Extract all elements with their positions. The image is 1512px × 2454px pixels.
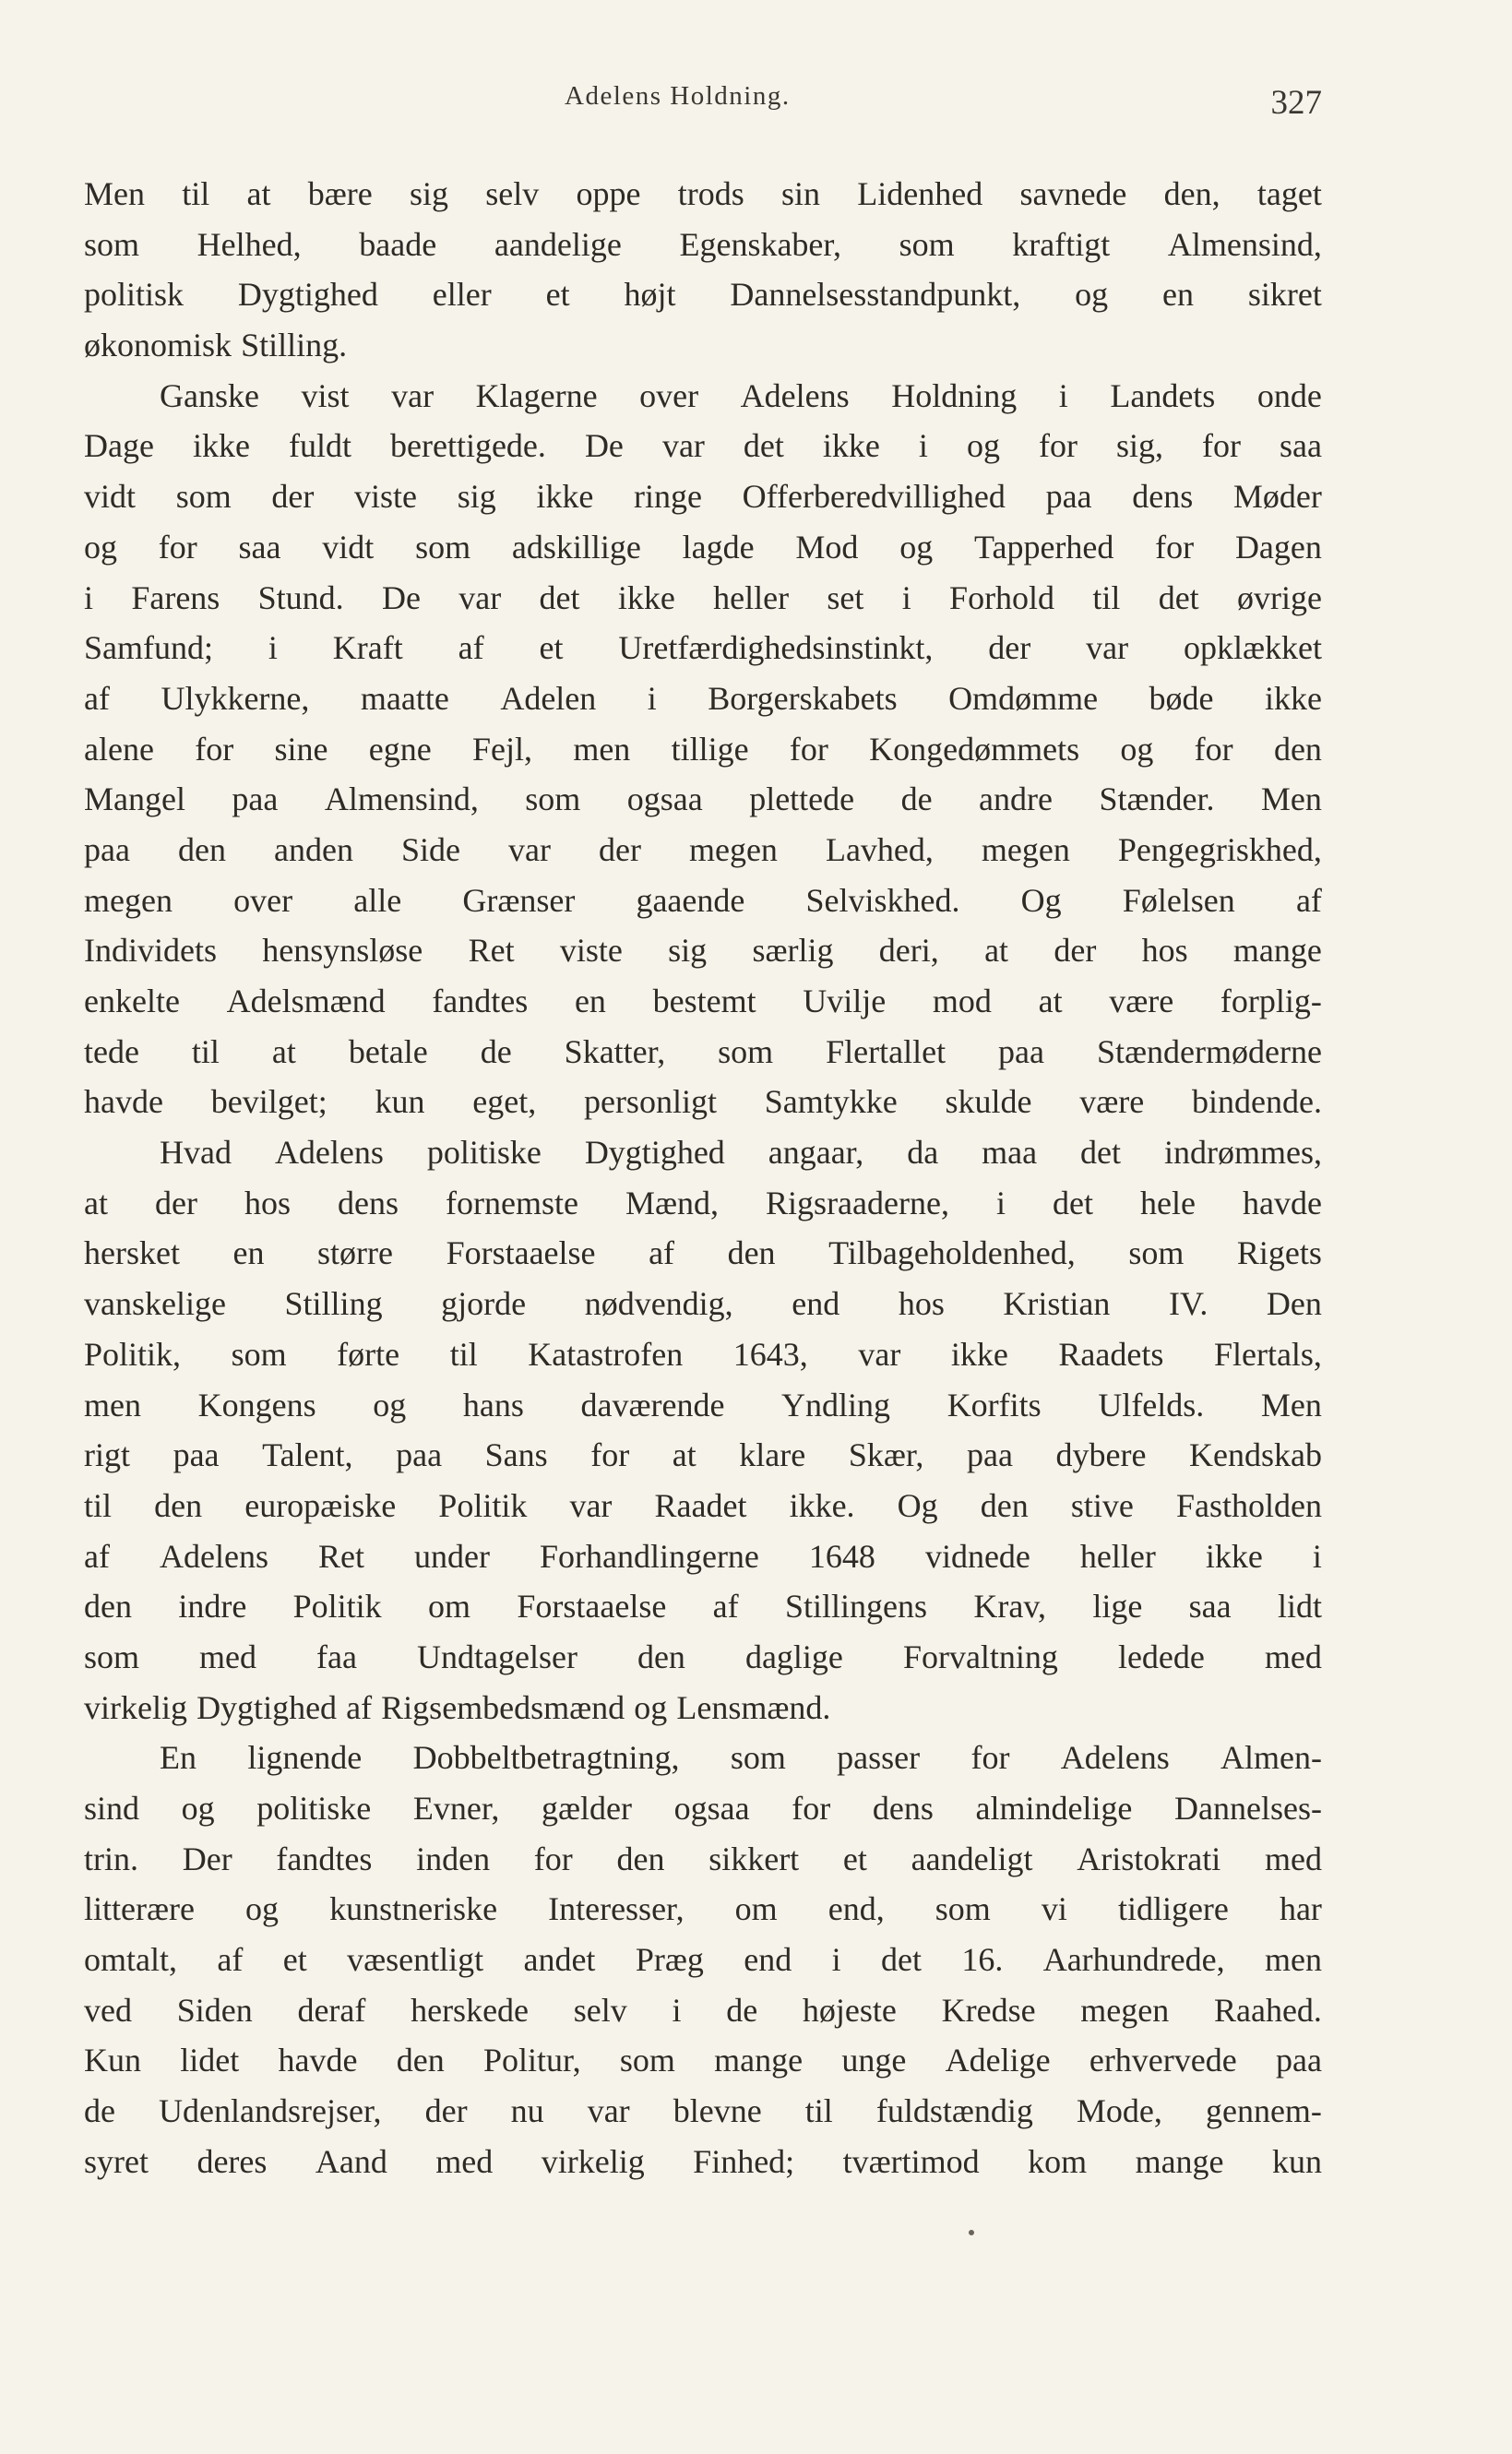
text-line: enkelte Adelsmænd fandtes en bestemt Uvilje mod at være forplig- bbox=[84, 983, 1322, 1019]
text-line: Hvad Adelens politiske Dygtighed angaar, da maa det indrømmes, bbox=[160, 1134, 1322, 1172]
text-line: af Ulykkerne, maatte Adelen i Borgerskabets Omdømme bøde ikke bbox=[84, 679, 1322, 717]
text-line: virkelig Dygtighed af Rigsembedsmænd og Lensmænd. bbox=[84, 1688, 831, 1726]
text-line: Politik, som førte til Katastrofen 1643, var ikke Raadets Flertals, bbox=[84, 1335, 1322, 1373]
text-line: politisk Dygtighed eller et højt Dannelsesstandpunkt, og en sikret bbox=[84, 276, 1322, 314]
text-line: En lignende Dobbeltbetragtning, som passer for Adelens Almen- bbox=[160, 1739, 1322, 1777]
text-line: omtalt, af et væsentligt andet Præg end i det 16. Aarhundrede, men bbox=[84, 1941, 1322, 1979]
text-line: litterære og kunstneriske Interesser, om end, som vi tidligere har bbox=[84, 1890, 1322, 1928]
text-line: vidt som der viste sig ikke ringe Offerberedvillighed paa dens Møder bbox=[84, 478, 1322, 516]
text-line: i Farens Stund. De var det ikke heller set i Forhold til det øvrige bbox=[84, 578, 1322, 616]
text-line: Men til at bære sig selv oppe trods sin Lidenhed savnede den, taget bbox=[84, 175, 1322, 212]
text-line: at der hos dens fornemste Mænd, Rigsraaderne, i det hele havde bbox=[84, 1184, 1322, 1221]
text-line: Mangel paa Almensind, som ogsaa plettede de andre Stænder. Men bbox=[84, 780, 1322, 818]
text-line: de Udenlandsrejser, der nu var blevne til fuldstændig Mode, gennem- bbox=[84, 2092, 1322, 2130]
text-line: sind og politiske Evner, gælder ogsaa for dens almindelige Dannelses- bbox=[84, 1790, 1322, 1827]
text-line: megen over alle Grænser gaaende Selviskhed. Og Følelsen af bbox=[84, 881, 1322, 919]
text-line: ved Siden deraf herskede selv i de højeste Kredse megen Raahed. bbox=[84, 1991, 1322, 2029]
text-line: rigt paa Talent, paa Sans for at klare Skær, paa dybere Kendskab bbox=[84, 1436, 1322, 1474]
page-number: 327 bbox=[1270, 84, 1322, 122]
text-line: som Helhed, baade aandelige Egenskaber, som kraftigt Almensind, bbox=[84, 225, 1322, 263]
text-line: Dage ikke fuldt berettigede. De var det ikke i og for sig, for saa bbox=[84, 427, 1322, 465]
text-line: som med faa Undtagelser den daglige Forvaltning ledede med bbox=[84, 1638, 1322, 1675]
text-line: og for saa vidt som adskillige lagde Mod og Tapperhed for Dagen bbox=[84, 528, 1322, 566]
text-line: af Adelens Ret under Forhandlingerne 1648 vidnede heller ikke i bbox=[84, 1537, 1322, 1575]
running-title: Adelens Holdning. bbox=[565, 81, 791, 111]
text-line: økonomisk Stilling. bbox=[84, 327, 348, 364]
text-line: syret deres Aand med virkelig Finhed; tværtimod kom mange kun bbox=[84, 2142, 1322, 2180]
text-line: Kun lidet havde den Politur, som mange unge Adelige erhvervede paa bbox=[84, 2042, 1322, 2079]
body-text bbox=[84, 169, 1322, 2187]
text-line: hersket en større Forstaaelse af den Tilbageholdenhed, som Rigets bbox=[84, 1234, 1322, 1272]
text-line: tede til at betale de Skatter, som Flertallet paa Stændermøderne bbox=[84, 1032, 1322, 1070]
text-line: til den europæiske Politik var Raadet ikke. Og den stive Fastholden bbox=[84, 1486, 1322, 1524]
text-line: paa den anden Side var der megen Lavhed, megen Pengegriskhed, bbox=[84, 830, 1322, 868]
stray-ink-mark bbox=[969, 2230, 974, 2235]
text-line: Individets hensynsløse Ret viste sig særlig deri, at der hos mange bbox=[84, 932, 1322, 970]
text-line: Samfund; i Kraft af et Uretfærdighedsinstinkt, der var opklækket bbox=[84, 629, 1322, 667]
text-line: men Kongens og hans daværende Yndling Korfits Ulfelds. Men bbox=[84, 1386, 1322, 1424]
text-line: vanskelige Stilling gjorde nødvendig, end hos Kristian IV. Den bbox=[84, 1285, 1322, 1323]
text-line: alene for sine egne Fejl, men tillige for Kongedømmets og for den bbox=[84, 730, 1322, 768]
text-line: trin. Der fandtes inden for den sikkert et aandeligt Aristokrati med bbox=[84, 1840, 1322, 1877]
text-line: den indre Politik om Forstaaelse af Stillingens Krav, lige saa lidt bbox=[84, 1588, 1322, 1626]
text-line: Ganske vist var Klagerne over Adelens Holdning i Landets onde bbox=[160, 376, 1322, 414]
text-line: havde bevilget; kun eget, personligt Samtykke skulde være bindende. bbox=[84, 1083, 1322, 1121]
